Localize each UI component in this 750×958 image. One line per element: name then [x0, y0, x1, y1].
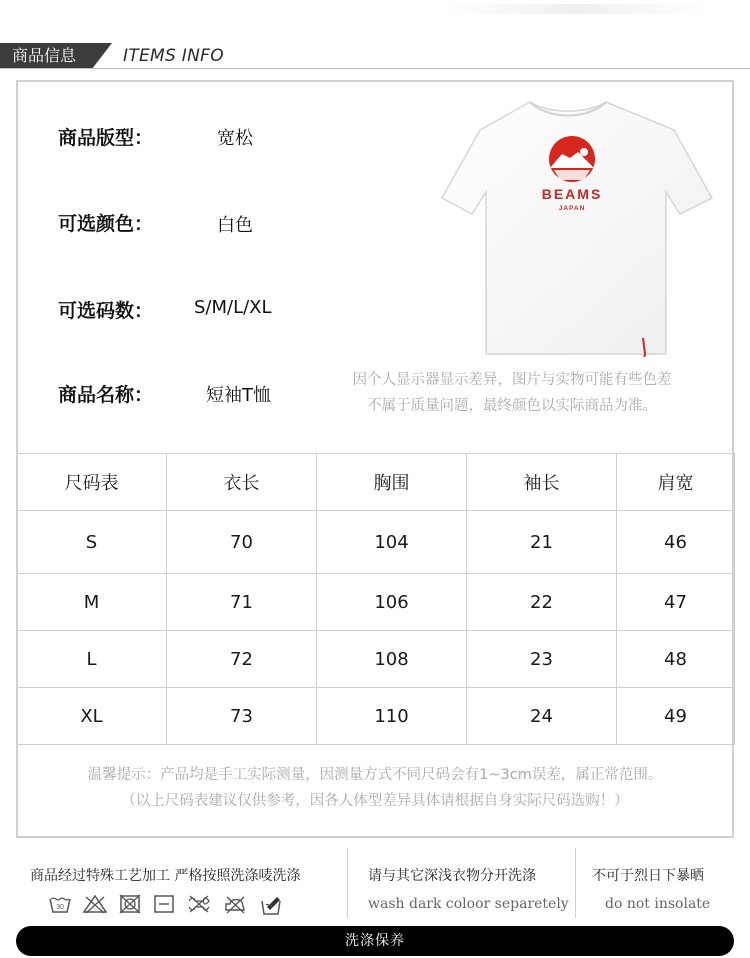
table-cell: 48 [617, 631, 735, 688]
size-chart-table [16, 453, 735, 745]
header-size: 尺码表 [17, 454, 167, 511]
header-shoulder: 肩宽 [617, 454, 735, 511]
table-cell: 73 [167, 688, 317, 745]
dry-flat-icon [152, 893, 176, 915]
table-cell: 110 [317, 688, 467, 745]
separate-wash-title: 请与其它深浅衣物分开洗涤 [368, 868, 536, 884]
color-disclaimer [326, 367, 698, 419]
care-divider [575, 848, 576, 918]
section-title-cn: 商品信息 [0, 43, 92, 69]
care-footer-bar: 洗涤保养 [16, 926, 734, 956]
svg-text:30: 30 [56, 904, 64, 911]
no-sun-subtitle: do not insolate [605, 896, 711, 912]
care-divider [347, 848, 348, 918]
fit-value: 宽松 [217, 128, 253, 149]
table-cell: 71 [167, 574, 317, 631]
care-icons [48, 893, 284, 917]
no-iron-icon [222, 893, 248, 915]
size-disclaimer [16, 762, 734, 814]
table-cell: 72 [167, 631, 317, 688]
section-title-en: ITEMS INFO [123, 46, 224, 66]
name-value: 短袖T恤 [206, 385, 271, 406]
care-instruction-title: 商品经过特殊工艺加工 严格按照洗涤唛洗涤 [30, 868, 301, 884]
header-divider [0, 68, 750, 69]
header-chest: 胸围 [317, 454, 467, 511]
table-cell: L [17, 631, 167, 688]
size-value: S/M/L/XL [194, 297, 272, 318]
no-dry-clean-icon [258, 893, 284, 917]
tshirt-image [438, 92, 720, 357]
table-row [17, 511, 735, 574]
table-cell: 22 [467, 574, 617, 631]
brand-subtitle: JAPAN [558, 205, 586, 212]
table-header-row [17, 454, 735, 511]
color-disclaimer-line: 不属于质量问题，最终颜色以实际商品为准。 [367, 398, 657, 414]
table-cell: 106 [317, 574, 467, 631]
table-cell: 47 [617, 574, 735, 631]
table-cell: 49 [617, 688, 735, 745]
no-wring-icon [186, 893, 212, 915]
name-label: 商品名称： [58, 384, 154, 406]
table-cell: M [17, 574, 167, 631]
table-cell: 104 [317, 511, 467, 574]
table-row [17, 631, 735, 688]
section-title-tab-edge [92, 43, 112, 69]
no-tumble-dry-icon [118, 893, 142, 915]
fit-label: 商品版型： [58, 127, 154, 149]
color-disclaimer-line: 因个人显示器显示差异，图片与实物可能有些色差 [352, 372, 672, 388]
color-value: 白色 [217, 215, 253, 236]
size-label: 可选码数： [58, 300, 154, 322]
table-cell: 24 [467, 688, 617, 745]
table-cell: XL [17, 688, 167, 745]
table-cell: S [17, 511, 167, 574]
table-row [17, 574, 735, 631]
color-label: 可选颜色： [58, 213, 154, 235]
no-bleach-icon [82, 893, 108, 915]
header-sleeve: 袖长 [467, 454, 617, 511]
hand-wash-icon [48, 893, 72, 915]
table-cell: 21 [467, 511, 617, 574]
table-cell: 23 [467, 631, 617, 688]
table-cell: 46 [617, 511, 735, 574]
no-sun-title: 不可于烈日下暴晒 [592, 868, 704, 884]
separate-wash-subtitle: wash dark coloor separetely [368, 896, 569, 912]
size-disclaimer-line: （以上尺码表建议仅供参考，因各人体型差异具体请根据自身实际尺码选购！） [121, 793, 629, 809]
table-cell: 108 [317, 631, 467, 688]
table-cell: 70 [167, 511, 317, 574]
beams-logo-icon [549, 136, 595, 182]
size-disclaimer-line: 温馨提示：产品均是手工实际测量，因测量方式不同尺码会有1~3cm误差，属正常范围。 [87, 767, 663, 783]
table-row [17, 688, 735, 745]
header-length: 衣长 [167, 454, 317, 511]
top-decoration [445, 4, 707, 14]
brand-name: BEAMS [541, 186, 603, 202]
